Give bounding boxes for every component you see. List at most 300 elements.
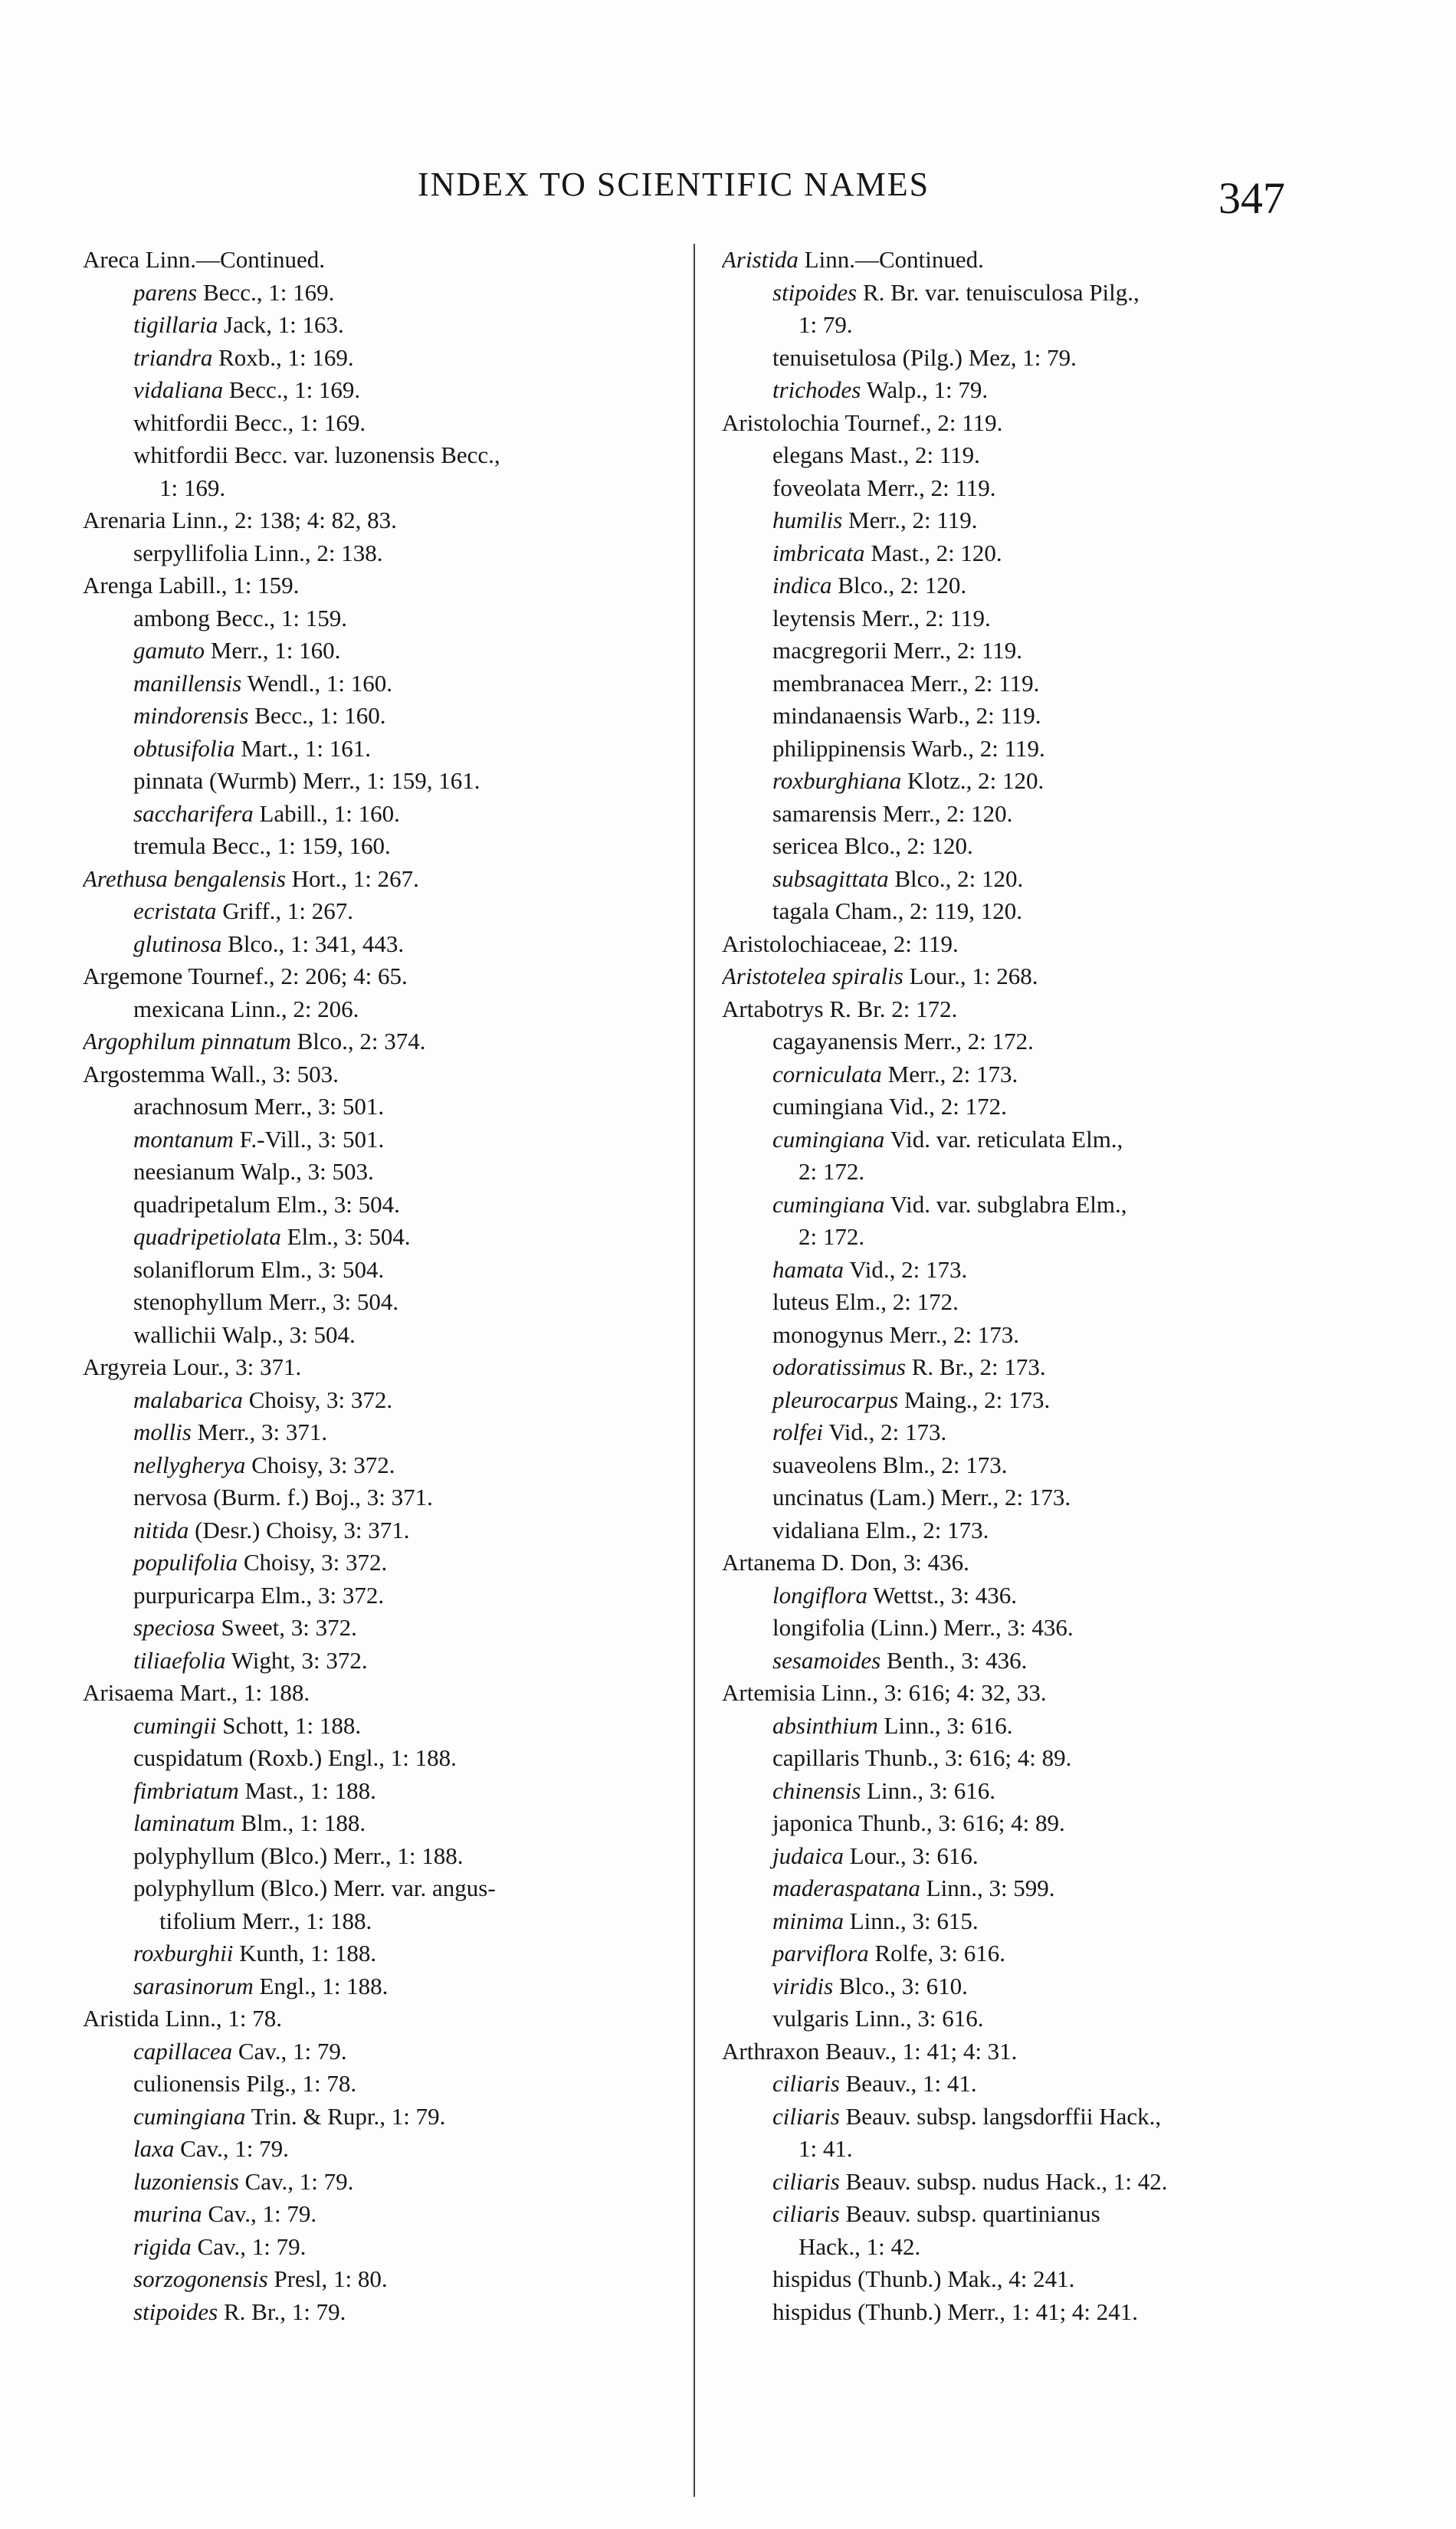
- taxon-name: vidaliana: [133, 376, 224, 403]
- entry-reference: Merr., 2: 119.: [893, 637, 1022, 664]
- index-entry: [722, 1025, 1320, 1058]
- entry-reference: Rolfe, 3: 616.: [874, 1940, 1005, 1966]
- index-entry: [722, 2068, 1320, 2101]
- entry-reference: Becc., 1: 159, 160.: [212, 832, 391, 859]
- index-entry: [83, 1351, 680, 1384]
- taxon-name: mexicana: [133, 995, 225, 1022]
- index-column-right: [722, 244, 1320, 2328]
- index-entry: [83, 863, 680, 896]
- entry-reference: (Blco.) Merr., 1: 188.: [261, 1842, 464, 1869]
- taxon-name: neesianum: [133, 1158, 235, 1185]
- entry-reference: Hack., 1: 42.: [799, 2232, 921, 2260]
- entry-reference: R. Br., 1: 79.: [223, 2298, 346, 2325]
- entry-reference: Blco., 2: 120.: [894, 864, 1024, 892]
- entry-reference: (Thunb.) Merr., 1: 41; 4: 241.: [858, 2298, 1139, 2325]
- entry-reference: 2: 172.: [799, 1223, 865, 1250]
- taxon-name: pinnata: [133, 767, 204, 794]
- taxon-name: whitfordii: [133, 441, 228, 468]
- index-entry: [83, 2198, 680, 2231]
- column-divider: [694, 244, 695, 2497]
- entry-reference: Blco., 2: 120.: [838, 572, 967, 599]
- index-entry: [722, 1254, 1320, 1287]
- taxon-name: quadripetalum: [133, 1190, 271, 1218]
- taxon-name: cumingiana: [772, 1093, 884, 1120]
- index-entry: [83, 2263, 680, 2296]
- entry-reference: Walp., 1: 79.: [866, 376, 989, 403]
- index-entry: [722, 928, 1320, 961]
- index-entry: [722, 1905, 1320, 1938]
- index-entry: [83, 1254, 680, 1287]
- taxon-name: Artabotrys: [722, 995, 824, 1022]
- entry-reference: Mart., 1: 188.: [179, 1679, 310, 1706]
- taxon-name: fimbriatum: [133, 1776, 239, 1804]
- index-entry: [722, 504, 1320, 537]
- taxon-name: ambong: [133, 604, 210, 631]
- index-entry: [83, 1840, 680, 1873]
- entry-reference: Linn., 2: 138; 4: 82, 83.: [172, 507, 397, 533]
- entry-reference: Presl, 1: 80.: [274, 2265, 388, 2292]
- entry-reference: Roxb., 1: 169.: [218, 343, 354, 371]
- taxon-name: sorzogonensis: [133, 2265, 268, 2292]
- index-entry: [722, 1449, 1320, 1482]
- entry-reference: Thunb., 3: 616; 4: 89.: [858, 1809, 1065, 1836]
- entry-reference: Vid., 2: 173.: [828, 1419, 947, 1445]
- index-entry: [722, 537, 1320, 570]
- taxon-name: Arisaema: [83, 1679, 174, 1706]
- index-entry: [83, 277, 680, 310]
- taxon-name: tigillaria: [133, 311, 218, 338]
- entry-reference: Benth., 3: 436.: [886, 1646, 1028, 1674]
- index-entry: [83, 1449, 680, 1482]
- entry-reference: Cav., 1: 79.: [208, 2200, 317, 2227]
- entry-reference: Lour., 3: 371.: [172, 1353, 302, 1380]
- entry-reference: Merr., 1: 160.: [210, 637, 341, 664]
- index-entry: [83, 342, 680, 375]
- entry-reference: Merr., 2: 120.: [882, 799, 1013, 827]
- taxon-name: glutinosa: [133, 930, 222, 957]
- index-entry: [83, 374, 680, 407]
- index-entry: [722, 2035, 1320, 2068]
- taxon-name: Argemone: [83, 963, 183, 989]
- index-entry: [83, 733, 680, 766]
- entry-reference: Merr., 2: 173.: [887, 1060, 1018, 1087]
- index-entry: [83, 1807, 680, 1840]
- entry-reference: Wall., 3: 503.: [210, 1060, 339, 1087]
- index-entry: [722, 569, 1320, 602]
- entry-reference: Mast., 1: 188.: [244, 1776, 376, 1804]
- entry-reference: Elm., 3: 504.: [261, 1255, 385, 1283]
- index-entry: [83, 244, 680, 277]
- entry-reference: Kunth, 1: 188.: [239, 1940, 377, 1966]
- index-entry: [722, 895, 1320, 928]
- index-entry: [83, 1123, 680, 1156]
- entry-reference: Elm., 3: 372.: [261, 1581, 385, 1609]
- index-entry: [722, 244, 1320, 277]
- page-title: INDEX TO SCIENTIFIC NAMES: [418, 166, 930, 203]
- page-number: 347: [1218, 173, 1285, 223]
- index-entry: [83, 439, 680, 472]
- taxon-name: cumingiana: [133, 2102, 246, 2130]
- index-entry: [722, 2198, 1320, 2231]
- entry-reference: 1: 79.: [799, 311, 853, 338]
- index-entry: [722, 1058, 1320, 1091]
- index-entry: [83, 1091, 680, 1123]
- index-entry: [722, 374, 1320, 407]
- entry-reference: Blco., 1: 341, 443.: [228, 930, 405, 957]
- taxon-name: minima: [772, 1907, 844, 1934]
- taxon-name: sarasinorum: [133, 1972, 254, 1999]
- taxon-name: indica: [772, 572, 832, 599]
- entry-reference: (Blco.) Merr. var. angus-: [261, 1875, 496, 1901]
- entry-reference: Merr., 2: 119.: [861, 604, 991, 631]
- index-entry: [722, 342, 1320, 375]
- index-entry: [722, 960, 1320, 993]
- taxon-name: longifolia: [772, 1614, 865, 1641]
- entry-reference: Wight, 3: 372.: [231, 1646, 368, 1674]
- taxon-name: sericea: [772, 832, 839, 859]
- taxon-name: laminatum: [133, 1809, 235, 1836]
- entry-reference: Thunb., 3: 616; 4: 89.: [864, 1744, 1072, 1771]
- entry-reference: Warb., 2: 119.: [907, 702, 1041, 729]
- index-entry: [722, 2003, 1320, 2035]
- index-entry: [722, 277, 1320, 310]
- entry-reference: Linn., 3: 616.: [884, 1711, 1013, 1739]
- taxon-name: parens: [133, 278, 198, 306]
- index-entry: [83, 537, 680, 570]
- entry-reference: Warb., 2: 119.: [911, 734, 1045, 762]
- entry-reference: Beauv. subsp. nudus Hack., 1: 42.: [845, 2167, 1168, 2195]
- index-entry: [83, 635, 680, 668]
- taxon-name: pleurocarpus: [772, 1386, 899, 1413]
- taxon-name: Aristida: [722, 246, 799, 273]
- index-entry: [722, 1807, 1320, 1840]
- entry-reference: Becc., 1: 169.: [228, 376, 361, 403]
- taxon-name: hispidus: [772, 2265, 852, 2292]
- entry-reference: Linn., 2: 138.: [254, 539, 383, 566]
- index-entry: [722, 1123, 1320, 1156]
- taxon-name: stipoides: [772, 278, 858, 306]
- entry-reference: Vid. var. subglabra Elm.,: [890, 1190, 1127, 1218]
- index-entry: [83, 1156, 680, 1189]
- entry-reference: Merr., 2: 119.: [867, 474, 996, 501]
- index-entry: [83, 1970, 680, 2003]
- entry-reference: Blm., 2: 173.: [882, 1451, 1008, 1478]
- index-entry: [83, 1221, 680, 1254]
- index-entry: [83, 960, 680, 993]
- taxon-name: whitfordii: [133, 408, 228, 436]
- taxon-name: maderaspatana: [772, 1875, 920, 1901]
- index-entry: [83, 700, 680, 733]
- taxon-name: mindorensis: [133, 702, 249, 729]
- index-entry: [722, 2133, 1320, 2166]
- index-entry: [83, 1937, 680, 1970]
- entry-reference: R. Br. var. tenuisculosa Pilg.,: [862, 278, 1140, 306]
- entry-reference: Blco., 2: 374.: [297, 1028, 426, 1055]
- entry-reference: (Pilg.) Mez, 1: 79.: [902, 343, 1077, 371]
- entry-reference: (Burm. f.) Boj., 3: 371.: [213, 1484, 433, 1511]
- index-entry: [722, 1481, 1320, 1514]
- entry-reference: Walp., 3: 504.: [221, 1320, 356, 1348]
- entry-reference: Mast., 2: 120.: [871, 539, 1002, 566]
- index-entry: [83, 1579, 680, 1612]
- entry-reference: (Desr.) Choisy, 3: 371.: [195, 1516, 410, 1543]
- taxon-name: tiliaefolia: [133, 1646, 226, 1674]
- index-entry: [722, 1091, 1320, 1123]
- taxon-name: hispidus: [772, 2298, 852, 2325]
- taxon-name: stenophyllum: [133, 1288, 263, 1315]
- taxon-name: tagala: [772, 897, 830, 924]
- index-entry: [722, 1612, 1320, 1645]
- index-entry: [722, 1775, 1320, 1808]
- entry-reference: Merr., 3: 501.: [254, 1093, 385, 1120]
- entry-reference: Linn.—Continued.: [145, 246, 325, 273]
- taxon-name: purpuricarpa: [133, 1581, 255, 1609]
- entry-reference: Mast., 2: 119.: [849, 441, 980, 468]
- index-entry: [722, 2101, 1320, 2134]
- index-entry: [83, 1319, 680, 1352]
- index-entry: [83, 1384, 680, 1417]
- taxon-name: sesamoides: [772, 1646, 881, 1674]
- index-entry: [722, 1937, 1320, 1970]
- entry-reference: Blm., 1: 188.: [241, 1809, 366, 1836]
- index-entry: [83, 1710, 680, 1743]
- entry-reference: Wendl., 1: 160.: [247, 669, 392, 697]
- index-entry: [722, 472, 1320, 505]
- taxon-name: Artemisia: [722, 1679, 816, 1706]
- entry-reference: Tournef., 2: 206; 4: 65.: [188, 963, 408, 989]
- index-entry: [83, 1547, 680, 1579]
- entry-reference: (Thunb.) Mak., 4: 241.: [858, 2265, 1075, 2292]
- taxon-name: Arenga: [83, 572, 153, 599]
- index-entry: [722, 2263, 1320, 2296]
- entry-reference: Choisy, 3: 372.: [243, 1549, 388, 1576]
- taxon-name: obtusifolia: [133, 734, 235, 762]
- index-entry: [83, 407, 680, 440]
- index-entry: [83, 1612, 680, 1645]
- index-entry: [83, 2101, 680, 2134]
- entry-reference: D. Don, 3: 436.: [821, 1549, 969, 1576]
- index-entry: [83, 830, 680, 863]
- index-entry: [83, 668, 680, 700]
- taxon-name: montanum: [133, 1125, 234, 1153]
- entry-reference: Beauv., 1: 41.: [845, 2070, 977, 2097]
- taxon-name: cumingii: [133, 1711, 217, 1739]
- taxon-name: ciliaris: [772, 2167, 840, 2195]
- index-entry: [722, 1547, 1320, 1579]
- index-entry: [83, 928, 680, 961]
- taxon-name: mollis: [133, 1419, 192, 1445]
- index-entry: [722, 2296, 1320, 2329]
- taxon-name: nellygherya: [133, 1451, 246, 1478]
- entry-reference: Linn.—Continued.: [804, 246, 984, 273]
- index-entry: [83, 765, 680, 798]
- taxon-name: ecristata: [133, 897, 217, 924]
- entry-reference: Walp., 3: 503.: [240, 1158, 374, 1185]
- entry-reference: Choisy, 3: 372.: [248, 1386, 393, 1413]
- index-entry: [722, 993, 1320, 1026]
- taxon-name: absinthium: [772, 1711, 878, 1739]
- taxon-name: nitida: [133, 1516, 189, 1543]
- index-entry: [722, 863, 1320, 896]
- entry-reference: Merr., 2: 119.: [848, 507, 978, 533]
- entry-reference: Vid., 2: 173.: [849, 1255, 968, 1283]
- taxon-name: rolfei: [772, 1419, 824, 1445]
- index-entry: [83, 2003, 680, 2035]
- taxon-name: capillacea: [133, 2037, 233, 2065]
- taxon-name: Aristolochiaceae,: [722, 930, 888, 957]
- index-entry: [722, 439, 1320, 472]
- index-entry: [722, 1319, 1320, 1352]
- entry-reference: Lour., 3: 616.: [849, 1842, 979, 1869]
- entry-reference: Mart., 1: 161.: [241, 734, 372, 762]
- taxon-name: Arethusa bengalensis: [83, 864, 286, 892]
- entry-reference: Vid. var. reticulata Elm.,: [890, 1125, 1123, 1153]
- taxon-name: monogynus: [772, 1320, 884, 1348]
- entry-reference: Trin. & Rupr., 1: 79.: [251, 2102, 446, 2130]
- index-entry: [722, 1221, 1320, 1254]
- entry-reference: (Lam.) Merr., 2: 173.: [869, 1484, 1071, 1511]
- entry-reference: Becc., 1: 160.: [254, 702, 386, 729]
- taxon-name: stipoides: [133, 2298, 218, 2325]
- entry-reference: Merr., 3: 371.: [197, 1419, 328, 1445]
- entry-reference: Cav., 1: 79.: [197, 2232, 307, 2260]
- entry-reference: Linn., 3: 616; 4: 32, 33.: [821, 1679, 1047, 1706]
- index-entry: [83, 2133, 680, 2166]
- index-entry: [722, 1286, 1320, 1319]
- taxon-name: capillaris: [772, 1744, 860, 1771]
- index-entry: [83, 569, 680, 602]
- entry-reference: Elm., 3: 504.: [276, 1190, 400, 1218]
- index-entry: [722, 1645, 1320, 1678]
- entry-reference: Klotz., 2: 120.: [907, 767, 1044, 794]
- taxon-name: nervosa: [133, 1484, 208, 1511]
- taxon-name: membranacea: [772, 669, 905, 697]
- index-entry: [722, 1579, 1320, 1612]
- taxon-name: vidaliana: [772, 1516, 860, 1543]
- index-entry: [83, 798, 680, 831]
- taxon-name: Aristolochia: [722, 408, 840, 436]
- taxon-name: macgregorii: [772, 637, 887, 664]
- index-entry: [722, 1514, 1320, 1547]
- index-entry: [83, 309, 680, 342]
- taxon-name: roxburghiana: [772, 767, 902, 794]
- taxon-name: speciosa: [133, 1614, 215, 1641]
- entry-reference: Hort., 1: 267.: [291, 864, 419, 892]
- index-entry: [722, 1840, 1320, 1873]
- entry-reference: (Linn.) Merr., 3: 436.: [871, 1614, 1074, 1641]
- index-entry: [722, 1710, 1320, 1743]
- entry-reference: 1: 169.: [159, 474, 226, 501]
- taxon-name: Aristotelea spiralis: [722, 963, 903, 989]
- index-entry: [83, 1416, 680, 1449]
- entry-reference: R. Br., 2: 173.: [911, 1353, 1046, 1380]
- entry-reference: Merr., 2: 119.: [910, 669, 1040, 697]
- entry-reference: Beauv. subsp. quartinianus: [845, 2200, 1100, 2227]
- entry-reference: Linn., 1: 78.: [165, 2005, 283, 2032]
- index-entry: [722, 830, 1320, 863]
- entry-reference: Griff., 1: 267.: [222, 897, 354, 924]
- entry-reference: Vid., 2: 172.: [888, 1093, 1007, 1120]
- taxon-name: luzoniensis: [133, 2167, 239, 2195]
- entry-reference: Jack, 1: 163.: [224, 311, 344, 338]
- taxon-name: trichodes: [772, 376, 861, 403]
- taxon-name: Argostemma: [83, 1060, 205, 1087]
- index-entry: [722, 2231, 1320, 2264]
- index-entry: [83, 1645, 680, 1678]
- page-header: [0, 157, 1456, 226]
- entry-reference: Cav., 1: 79.: [244, 2167, 354, 2195]
- taxon-name: Areca: [83, 246, 139, 273]
- entry-reference: F.-Vill., 3: 501.: [239, 1125, 385, 1153]
- taxon-name: laxa: [133, 2135, 175, 2162]
- index-entry: [722, 798, 1320, 831]
- entry-reference: Elm., 2: 172.: [835, 1288, 959, 1315]
- taxon-name: judaica: [772, 1842, 844, 1869]
- index-entry: [722, 635, 1320, 668]
- index-entry: [722, 1970, 1320, 2003]
- taxon-name: malabarica: [133, 1386, 243, 1413]
- taxon-name: cagayanensis: [772, 1028, 898, 1055]
- index-entry: [83, 1286, 680, 1319]
- index-entry: [722, 1742, 1320, 1775]
- index-entry: [722, 765, 1320, 798]
- taxon-name: Arenaria: [83, 507, 166, 533]
- index-entry: [83, 504, 680, 537]
- index-entry: [83, 2035, 680, 2068]
- entry-reference: Cham., 2: 119, 120.: [835, 897, 1023, 924]
- entry-reference: Linn., 3: 599.: [926, 1875, 1055, 1901]
- taxon-name: Artanema: [722, 1549, 816, 1576]
- index-entry: [83, 472, 680, 505]
- entry-reference: Linn., 3: 616.: [867, 1776, 996, 1804]
- entry-reference: Becc., 1: 159.: [215, 604, 347, 631]
- taxon-name: vulgaris: [772, 2005, 849, 2032]
- entry-reference: Cav., 1: 79.: [238, 2037, 347, 2065]
- taxon-name: philippinensis: [772, 734, 906, 762]
- taxon-name: parviflora: [772, 1940, 869, 1966]
- taxon-name: odoratissimus: [772, 1353, 906, 1380]
- taxon-name: murina: [133, 2200, 202, 2227]
- taxon-name: roxburghii: [133, 1940, 234, 1966]
- taxon-name: rigida: [133, 2232, 192, 2260]
- entry-reference: Cav., 1: 79.: [180, 2135, 289, 2162]
- index-entry: [83, 1677, 680, 1710]
- index-entry: [722, 1677, 1320, 1710]
- index-entry: [722, 733, 1320, 766]
- taxon-name: Argophilum pinnatum: [83, 1028, 291, 1055]
- index-entry: [83, 1775, 680, 1808]
- index-entry: [83, 1189, 680, 1222]
- taxon-name: imbricata: [772, 539, 865, 566]
- entry-reference: R. Br. 2: 172.: [829, 995, 958, 1022]
- entry-reference: Elm., 3: 504.: [287, 1223, 411, 1250]
- taxon-name: arachnosum: [133, 1093, 248, 1120]
- index-entry: [722, 1156, 1320, 1189]
- entry-reference: Labill., 1: 159.: [158, 572, 300, 599]
- entry-reference: Schott, 1: 188.: [222, 1711, 362, 1739]
- taxon-name: solaniflorum: [133, 1255, 255, 1283]
- entry-reference: Labill., 1: 160.: [259, 799, 400, 827]
- index-entry: [83, 1481, 680, 1514]
- entry-reference: Becc., 1: 169.: [203, 278, 335, 306]
- entry-reference: Linn., 3: 616.: [854, 2005, 984, 2032]
- entry-reference: Engl., 1: 188.: [259, 1972, 389, 1999]
- index-entry: [83, 1905, 680, 1938]
- taxon-name: culionensis: [133, 2070, 241, 2097]
- index-column-left: [83, 244, 680, 2328]
- entry-reference: 1: 41.: [799, 2135, 853, 2162]
- entry-reference: Choisy, 3: 372.: [251, 1451, 395, 1478]
